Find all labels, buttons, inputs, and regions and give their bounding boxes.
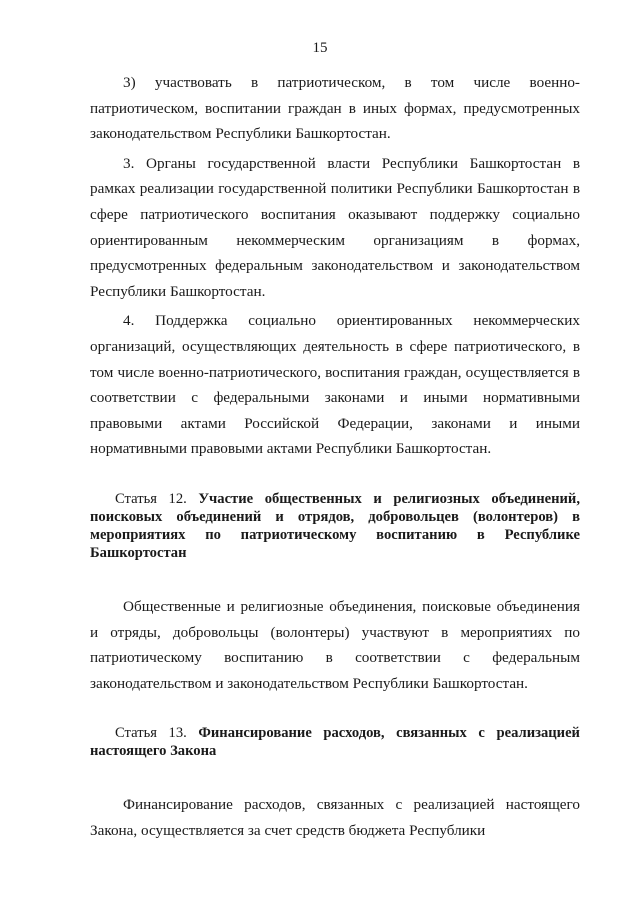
paragraph-item-4: 4. Поддержка социально ориентированных некоммерческих организаций, осуществляющих деятельность в сфере патриотического, в том числе военно-патриотического, воспитания граждан, осуществляется в соответствии с федеральными законами и иными нормативными правовыми актами Российской Федерации, законами и иными нормативными правовыми актами Республики Башкортостан.	[90, 312, 580, 458]
article-13-text: Финансирование расходов, связанных с реализацией настоящего Закона, осуществляется за счет средств бюджета Республики	[90, 796, 580, 839]
article-13-heading	[90, 724, 580, 760]
page-number: 15	[312, 40, 328, 56]
article-12-title: Участие общественных и религиозных объединений, поисковых объединений и отрядов, добровольцев (волонтеров) в мероприятиях по патриотическому воспитанию в Республике Башкортостан	[90, 490, 580, 561]
article-13-title: Финансирование расходов, связанных с реализацией настоящего Закона	[90, 725, 580, 760]
article-13-number: Статья 13.	[115, 725, 187, 742]
article-12-heading	[90, 490, 580, 562]
paragraph-subitem-3: 3) участвовать в патриотическом, в том числе военно-патриотическом, воспитании граждан в иных формах, предусмотренных законодательством Республики Башкортостан.	[90, 74, 580, 143]
article-12-text: Общественные и религиозные объединения, поисковые объединения и отряды, добровольцы (волонтеры) участвуют в мероприятиях по патриотическому воспитанию в соответствии с федеральным законодательством и законодательством Республики Башкортостан.	[90, 597, 580, 692]
article-12-number: Статья 12.	[115, 490, 187, 507]
paragraph-item-3: 3. Органы государственной власти Республики Башкортостан в рамках реализации государственной политики Республики Башкортостан в сфере патриотического воспитания оказывают поддержку социально ориентированным некоммерческим организациям в формах, предусмотренных федеральным законодательством и законодательством Республики Башкортостан.	[90, 154, 580, 300]
document-body	[90, 70, 580, 843]
